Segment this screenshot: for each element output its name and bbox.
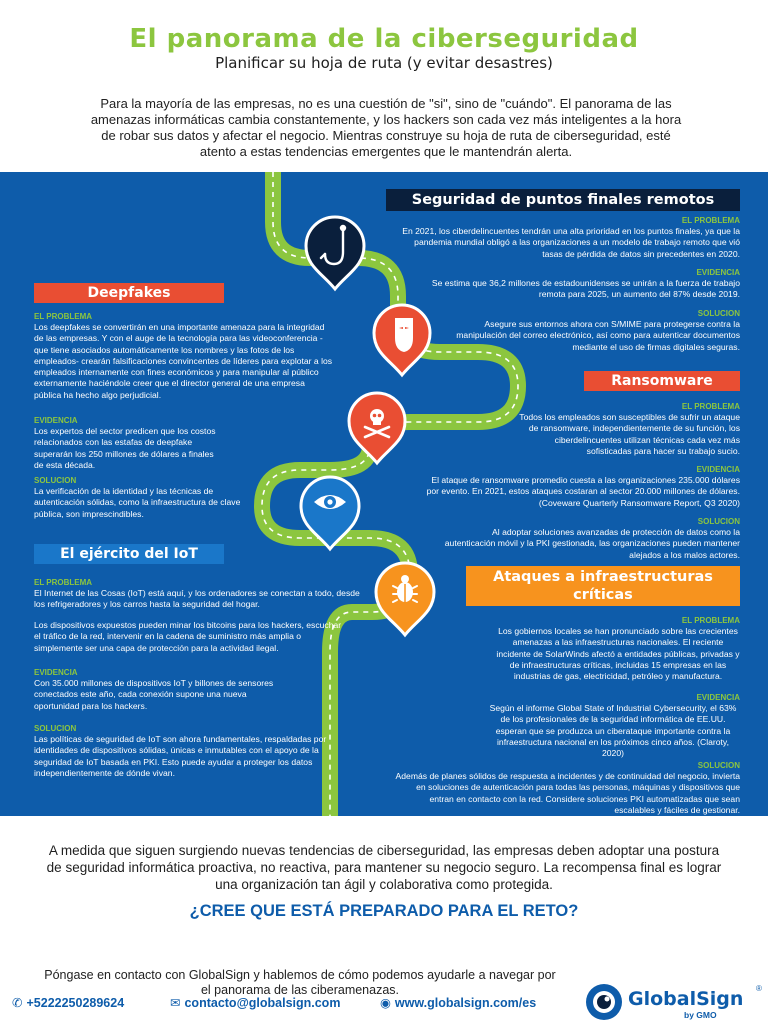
globe-icon: ◉ (380, 996, 391, 1010)
infra-pin (376, 563, 434, 635)
infra-evidence-label: EVIDENCIA (696, 693, 740, 702)
infra-problem: Los gobiernos locales se han pronunciado sobre las crecientes amenazas a las infraestructuras nacionales. El reciente incidente de SolarWinds afectó a entidades públicas, privadas y de infraestructuras críticas, incluidas 15 empresas en las industrias de gas, electricidad, petróleo y manufactura. (496, 626, 740, 682)
globalsign-logo-mark (584, 982, 624, 1022)
endpoints-solution-label: SOLUCION (697, 309, 740, 318)
globalsign-logo[interactable] (584, 976, 768, 1024)
deepfakes-evidence-label: EVIDENCIA (34, 416, 78, 425)
ransomware-solution: Al adoptar soluciones avanzadas de protección de datos como la autenticación móvil y la PKI gestionada, las organizaciones pueden mantener alejados a los malos actores. (444, 527, 740, 560)
email-link[interactable]: ✉ contacto@globalsign.com (170, 996, 341, 1010)
logo-by-gmo: by GMO (684, 1010, 717, 1020)
endpoints-solution: Asegure sus entornos ahora con S/MIME para protegerse contra la manipulación del correo electrónico, así como para autenticar documentos mediante el uso de firmas digitales seguras. (456, 319, 740, 352)
iot-heading: El ejército del IoT (34, 544, 224, 564)
ransomware-solution-label: SOLUCION (697, 517, 740, 526)
phone-link[interactable]: ✆ +5222250289624 (12, 996, 125, 1010)
intro-paragraph: Para la mayoría de las empresas, no es una cuestión de "si", sino de "cuándo". El panorama de las amenazas informáticas cambia constantemente, y los hackers son cada vez más inteligentes a la hora de robar sus datos y afectar el negocio. Mientras construye su hoja de ruta de ciberseguridad, esté atento a estas tendencias emergentes que le mantendrán alerta. (90, 96, 682, 159)
page-title: El panorama de la ciberseguridad (129, 24, 639, 54)
iot-solution: Las políticas de seguridad de IoT son ahora fundamentales, respaldadas por identidades de dispositivos sólidas, únicas e inmutables con el apoyo de la seguridad de IoT basada en PKI. Esto puede ayudar a proteger los datos independientemente de dónde vivan. (34, 734, 327, 778)
deepfakes-solution: La verificación de la identidad y las técnicas de autenticación sólidas, como la infraestructura de clave pública, son imprescindibles. (34, 486, 241, 519)
endpoint-pin (306, 217, 364, 289)
endpoints-evidence: Se estima que 36,2 millones de estadounidenses se unirán a la fuerza de trabajo remota para 2025, un aumento del 87% desde 2019. (431, 278, 740, 300)
infra-evidence: Según el informe Global State of Industrial Cybersecurity, el 63% de los profesionales de la seguridad informática de EE.UU. esperan que se produzca un ciberataque importante contra la infraestructura nacional en los próximos cinco años. (Claroty, 2020) (489, 703, 737, 759)
ransomware-heading: Ransomware (584, 371, 740, 391)
mask-icon (395, 318, 413, 352)
iot-problem-2: Los dispositivos expuestos pueden minar los bitcoins para los hackers, escuchar el tráfico de la red, intervenir en la cadena de suministro más amplia o simplemente ser una capa de protección para la actividad ilegal. (34, 620, 342, 653)
deepfakes-solution-label: SOLUCION (34, 476, 77, 485)
ransomware-evidence: El ataque de ransomware promedio cuesta a las organizaciones 235.000 dólares por evento. En 2021, estos ataques costaran al sector 20.000 millones de dólares. (Coveware Quarterly Ransomware Report, Q3 2020) (426, 475, 740, 508)
page-subtitle: Planificar su hoja de ruta (y evitar desastres) (215, 54, 553, 72)
infra-solution-label: SOLUCION (697, 761, 740, 770)
ransomware-pin (349, 393, 405, 463)
endpoints-heading: Seguridad de puntos finales remotos (386, 189, 740, 211)
deepfakes-heading: Deepfakes (34, 283, 224, 303)
closing-paragraph: A medida que siguen surgiendo nuevas tendencias de ciberseguridad, las empresas deben adoptar una postura de seguridad informática proactiva, no reactiva, para mantener su negocio seguro. La recompensa final es lograr una organización tan ágil y colaborativa como protegida. (46, 843, 722, 892)
deepfakes-evidence: Los expertos del sector predicen que los costos relacionados con las estafas de deepfake superarán los 250 millones de dólares a finales de esta década. (34, 426, 216, 470)
infra-heading: Ataques a infraestructuras críticas (466, 566, 740, 606)
website-link[interactable]: ◉ www.globalsign.com/es (380, 996, 537, 1010)
iot-solution-label: SOLUCION (34, 724, 77, 733)
logo-text: GlobalSign (628, 988, 744, 1010)
ransomware-evidence-label: EVIDENCIA (696, 465, 740, 474)
iot-evidence: Con 35.000 millones de dispositivos IoT y billones de sensores conectados este año, cada conexión supone una nueva oportunidad para los hackers. (34, 678, 274, 711)
call-to-action: ¿CREE QUE ESTÁ PREPARADO PARA EL RETO? (189, 902, 579, 920)
logo-registered: ® (756, 984, 762, 993)
mail-icon: ✉ (170, 996, 181, 1010)
infra-solution: Además de planes sólidos de respuesta a incidentes y de continuidad del negocio, invierta en soluciones de autenticación para todas las personas, máquinas y dispositivos que entran en contacto con la red. Considere soluciones PKI automatizadas que sean escalables y fáciles de gestionar. (395, 771, 740, 815)
contact-paragraph: Póngase en contacto con GlobalSign y hablemos de cómo podemos ayudarle a navegar por el panorama de las ciberamenazas. (44, 968, 556, 997)
infra-problem-label: EL PROBLEMA (681, 616, 740, 625)
iot-problem: El Internet de las Cosas (IoT) está aquí, y los ordenadores se conectan a todo, desde los refrigeradores y los carros hasta la seguridad del hogar. (34, 588, 360, 610)
ransomware-problem: Todos los empleados son susceptibles de sufrir un ataque de ransomware, independientemente de su función, los ciberdelincuentes utilizan técnicas cada vez más sofisticadas para hacer su trabajo sucio. (519, 412, 740, 456)
iot-problem-label: EL PROBLEMA (34, 578, 93, 587)
endpoints-evidence-label: EVIDENCIA (696, 268, 740, 277)
infographic-panel (0, 172, 768, 816)
iot-evidence-label: EVIDENCIA (34, 668, 78, 677)
deepfakes-pin (374, 305, 430, 375)
endpoints-problem: En 2021, los ciberdelincuentes tendrán una alta prioridad en los puntos finales, ya que la pandemia mundial obligó a las organizaciones a un modelo de trabajo remoto que vió tasas de pérdida de datos sin precedentes en 2020. (402, 226, 740, 259)
endpoints-problem-label: EL PROBLEMA (681, 216, 740, 225)
phone-icon: ✆ (12, 996, 23, 1010)
ransomware-problem-label: EL PROBLEMA (681, 402, 740, 411)
deepfakes-problem: Los deepfakes se convertirán en una importante amenaza para la integridad de las empresas. Y con el auge de la tecnología para las videoconferencia -que tiene asociados automáticamente los nombres y las fotos de los empleados- crearán falsificaciones convincentes de líderes para explotar a los empleados internamente con fines económicos y para manipular al público externamente haciéndole creer que el director general de una empresa pública ha hecho algo perjudicial. (34, 322, 333, 400)
deepfakes-problem-label: EL PROBLEMA (34, 312, 93, 321)
